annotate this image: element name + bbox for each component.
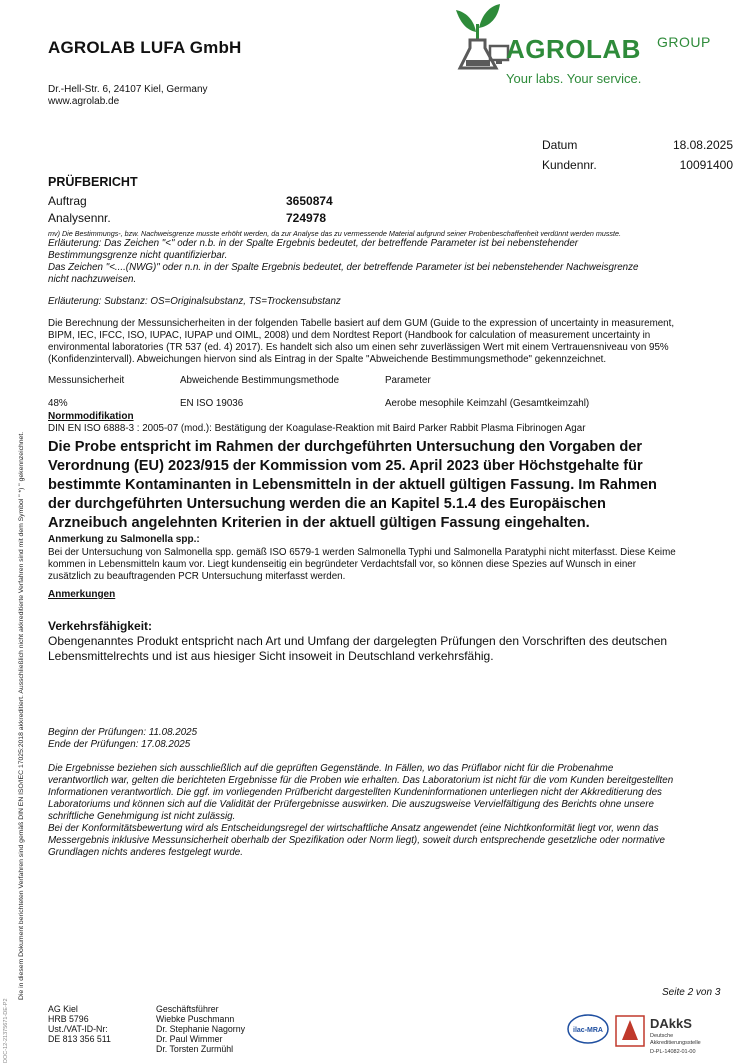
company-address [48, 84, 208, 108]
test-begin: Beginn der Prüfungen: 11.08.2025 [48, 727, 198, 738]
disclaimer [48, 763, 737, 859]
note-line: nicht nachzuweisen. [48, 274, 137, 285]
conclusion-line: Die Probe entspricht im Rahmen der durchgeführten Untersuchung den Vorgaben der [48, 439, 643, 455]
note-line: Bestimmungsgrenze nicht quantifizierbar. [48, 250, 228, 261]
conclusion-line: Arzneibuch angelehnten Kriterien in der aktuell gültigen Fassung eingehalten. [48, 515, 590, 531]
disclaimer-line: Grundlagen nichts anderes festgelegt wurde. [48, 847, 243, 858]
paragraph-line: (Konfidenzintervall). Abweichungen hiervon sind als Eintrag in der Spalte "Abweichende Bestimmungsmethode" gekennzeichnet. [48, 354, 607, 365]
table-cell-parameter: Aerobe mesophile Keimzahl (Gesamtkeimzahl) [385, 398, 590, 409]
ilac-text: ilac-MRA [573, 1027, 603, 1034]
norm-modification-title: Normmodifikation [48, 411, 134, 422]
table-header-method: Abweichende Bestimmungsmethode [180, 375, 340, 386]
marketability-title: Verkehrsfähigkeit: [48, 619, 153, 633]
analysis-number-value: 724978 [286, 211, 327, 225]
note-line: zusätzlich zu beauftragenden PCR Untersuchung miterfasst werden. [48, 571, 346, 582]
test-dates [48, 727, 698, 751]
table-cell-method: EN ISO 19036 [180, 398, 244, 409]
order-label: Auftrag [48, 194, 87, 208]
table-header-parameter: Parameter [385, 375, 431, 386]
paragraph-line: Die Berechnung der Messunsicherheiten in der folgenden Tabelle basiert auf dem GUM (Guide to the expression of uncertainty in measurement, [48, 318, 675, 329]
disclaimer-line: Informationen verantwortlich. Die ggf. im vorliegenden Prüfbericht dargestellten Kundeninformationen unterliegen nicht der Akkreditierung des [48, 787, 662, 798]
footer-line: DE 813 356 511 [48, 1034, 111, 1044]
disclaimer-line: Die Ergebnisse beziehen sich ausschließlich auf die geprüften Gegenstände. In Fällen, wo das Prüflabor nicht für die Probenahme [48, 763, 614, 774]
dakks-id: D-PL-14082-01-00 [650, 1049, 696, 1055]
company-name: AGROLAB LUFA GmbH [48, 38, 242, 57]
salmonella-note-text [48, 547, 737, 583]
table-cell-uncertainty: 48% [48, 398, 68, 409]
conclusion-line: bestimmte Kontaminanten in Lebensmitteln in der aktuell gültigen Fassung. Im Rahmen [48, 477, 657, 493]
conclusion-line: Verordnung (EU) 2023/915 der Kommission vom 25. April 2023 über Höchstgehalte für [48, 458, 643, 474]
paragraph-line: Obengenanntes Produkt entspricht nach Art und Umfang der dargelegten Prüfungen den Vorschriften des deutschen [48, 634, 668, 648]
logo-wordmark: AGROLAB [506, 34, 641, 64]
disclaimer-line: Laboratoriums und können sich auf die Validität der Prüfergebnisse auswirken. Die auszugsweise Vervielfältigung des Berichts ohne unsere [48, 799, 654, 810]
conclusion-line: der durchgeführten Untersuchung werden die an Kapitel 5.1.4 des Europäischen [48, 496, 606, 512]
dakks-name: DAkkS [650, 1016, 692, 1031]
note-line: Das Zeichen "<....(NWG)" oder n.n. in der Spalte Ergebnis bedeutet, der betreffende Parameter ist bei nebenstehender Nachweisgrenze [48, 262, 639, 273]
order-value: 3650874 [286, 194, 333, 208]
date-value: 18.08.2025 [672, 138, 733, 152]
note-line: Bei der Untersuchung von Salmonella spp. gemäß ISO 6579-1 werden Salmonella Typhi und Salmonella Paratyphi nicht miterfasst. Diese Keime [48, 547, 676, 558]
explanation-limit [48, 238, 698, 286]
footer-line: Dr. Paul Wimmer [156, 1034, 223, 1044]
footer-line: Ust./VAT-ID-Nr: [48, 1024, 108, 1034]
customer-number-value: 10091400 [679, 158, 733, 172]
salmonella-note-title: Anmerkung zu Salmonella spp.: [48, 534, 200, 545]
uncertainty-paragraph [48, 318, 737, 366]
paragraph-line: environmental laboratories (TR 537 (ed. 4) 2017). Es handelt sich also um einen sehr zuverlässigen Wert mit einem Vertrauensniveau von 95% [48, 342, 669, 353]
accreditation-sidenote: Die in diesem Dokument berichteten Verfahren sind gemäß DIN EN ISO/IEC 17025:2018 akkreditiert. Ausschließlich nicht akkreditierte Verfahren sind mit dem Symbol " *) " gekennzeichnet. [18, 431, 25, 1000]
explanation-substance: Erläuterung: Substanz: OS=Originalsubstanz, TS=Trockensubstanz [48, 296, 341, 307]
footer-line: HRB 5796 [48, 1014, 89, 1024]
footer-line: Wiebke Puschmann [156, 1014, 235, 1024]
date-label: Datum [542, 138, 578, 152]
footer-registry [48, 1004, 111, 1044]
footer-line: Geschäftsführer [156, 1004, 219, 1014]
note-line: Erläuterung: Das Zeichen "<" oder n.b. in der Spalte Ergebnis bedeutet, der betreffende Parameter ist bei nebenstehender [48, 238, 579, 249]
footer-line: AG Kiel [48, 1004, 78, 1014]
ilac-mra-logo-icon [566, 1012, 610, 1046]
dakks-line: Deutsche [650, 1033, 674, 1039]
logo-group-text: GROUP [657, 34, 711, 50]
conclusion-statement [48, 438, 737, 533]
website-link[interactable]: www.agrolab.de [48, 96, 120, 107]
customer-number-label: Kundennr. [542, 158, 597, 172]
disclaimer-line: Bei der Konformitätsbewertung wird als Entscheidungsregel der wirtschaftliche Ansatz angewendet (eine Nichtkonformität liegt vor, wenn das [48, 823, 659, 834]
disclaimer-line: schriftliche Genehmigung ist nicht zulässig. [48, 811, 236, 822]
dakks-line: Akkreditierungsstelle [650, 1040, 701, 1046]
test-end: Ende der Prüfungen: 17.08.2025 [48, 739, 191, 750]
norm-modification-text: DIN EN ISO 6888-3 : 2005-07 (mod.): Bestätigung der Koagulase-Reaktion mit Baird Parker Rabbit Plasma Fibrinogen Agar [48, 423, 586, 434]
document-code: DOC-12-21375671-DE-P2 [3, 998, 9, 1063]
footer-management [156, 1004, 245, 1054]
remarks-title: Anmerkungen [48, 589, 116, 600]
address-line: Dr.-Hell-Str. 6, 24107 Kiel, Germany [48, 84, 208, 95]
page-number: Seite 2 von 3 [662, 987, 721, 998]
slogan: Your labs. Your service. [506, 71, 642, 86]
disclaimer-line: verantwortlich war, gelten die berichteten Ergebnisse für die Proben wie erhalten. Das Laboratorium ist nicht für die vom Kunden bereitgestellten [48, 775, 674, 786]
note-line: kommen in Lebensmitteln kaum vor. Liegt kundenseitig ein begründeter Verdachtsfall vor, so können diese Spezies auf Wunsch in einer [48, 559, 636, 570]
analysis-number-label: Analysennr. [48, 211, 111, 225]
marketability-text [48, 634, 737, 664]
footer-line: Dr. Stephanie Nagorny [156, 1024, 245, 1034]
paragraph-line: Lebensmittelrechts und ist aus hiesiger Sicht insoweit in Deutschland verkehrsfähig. [48, 649, 494, 663]
paragraph-line: BIPM, IEC, IFCC, ISO, IUPAC, IUPAP und OIML, 2008) und dem Nordtest Report (Handbook for calculation of measurement uncertainty in [48, 330, 651, 341]
disclaimer-line: Messergebnis inklusive Messunsicherheit oberhalb der Spezifikation oder Norm liegt), soweit durch entsprechende gesetzliche oder normative [48, 835, 665, 846]
footer-line: Dr. Torsten Zurmühl [156, 1044, 234, 1054]
report-title: PRÜFBERICHT [48, 175, 138, 189]
dilution-note: mv) Die Bestimmungs-, bzw. Nachweisgrenze musste erhöht werden, da zur Analyse das zu vermessende Material aufgrund seiner Probenbeschaffenheit verdünnt werden musste. [48, 229, 622, 238]
dakks-logo-icon [612, 1012, 732, 1058]
table-header-uncertainty: Messunsicherheit [48, 375, 125, 386]
